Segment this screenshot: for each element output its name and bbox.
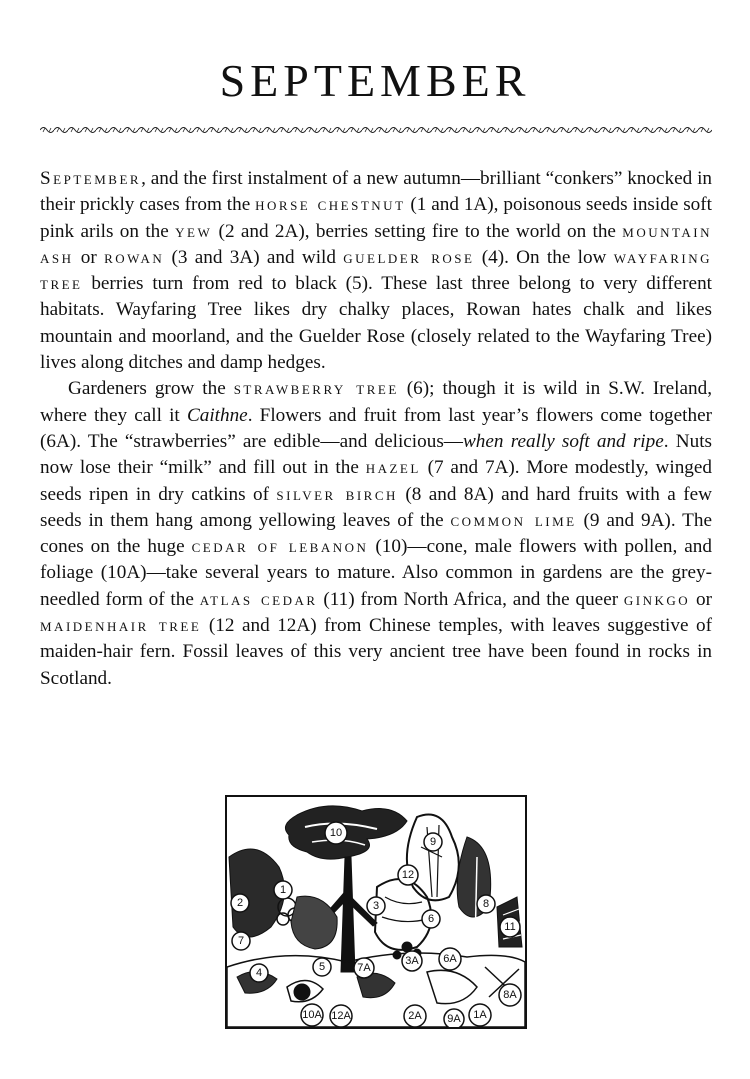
- text-run: (12 and 12A) from Chinese temples, with leaves suggestive of maiden-hair fern. Fossil leaves of this very ancient tree have been found in rocks in Scotland.: [40, 615, 712, 689]
- callout-label: 4: [255, 967, 263, 979]
- page-title: SEPTEMBER: [219, 55, 531, 106]
- species-name: guelder rose: [343, 246, 475, 268]
- text-run: or: [690, 588, 713, 610]
- text-run: or: [73, 246, 105, 268]
- callout-7: [232, 932, 250, 950]
- callout-label: 9A: [447, 1013, 461, 1025]
- text-run: (10)—cone, male flowers with pollen, and foliage (10A)—take several years to mature. Also common in gardens are the grey-needled form of the: [40, 536, 712, 610]
- callout-11: [500, 917, 520, 937]
- callout-6a: [439, 948, 461, 970]
- species-name: maidenhair tree: [40, 615, 202, 637]
- callout-1a: [469, 1004, 491, 1026]
- species-name: wayfaring tree: [40, 246, 713, 295]
- article-body: [40, 166, 712, 692]
- text-run: (3 and 3A) and wild: [164, 246, 344, 268]
- callout-8a: [499, 984, 521, 1006]
- text-run: (4). On the low: [474, 246, 614, 268]
- text-run: (8 and 8A) and hard fruits with a few seeds in them hang among yellowing leaves of the: [40, 483, 712, 531]
- species-name: silver birch: [276, 483, 398, 505]
- callout-label: 3: [372, 900, 380, 912]
- callout-6: [422, 910, 440, 928]
- callout-5: [313, 958, 331, 976]
- callout-label: 6: [427, 913, 435, 925]
- callout-label: 1: [279, 884, 287, 896]
- species-name: mountain ash: [40, 220, 713, 268]
- callout-10: [325, 822, 347, 844]
- text-run: (11) from North Africa, and the queer: [317, 588, 624, 610]
- paragraph-1: [40, 166, 712, 376]
- callout-label: 8: [482, 898, 490, 910]
- emphasis: when really soft and ripe: [462, 430, 664, 452]
- lead-word: September: [40, 168, 142, 189]
- callout-label: 10A: [302, 1009, 322, 1021]
- callout-label: 2: [236, 897, 244, 909]
- irish-name: Caithne: [186, 404, 248, 426]
- callout-label: 12A: [331, 1010, 351, 1022]
- callout-label: 6A: [443, 953, 457, 965]
- callout-3a: [402, 951, 422, 971]
- callout-4: [250, 964, 268, 982]
- text-run: Gardeners grow the: [68, 378, 234, 400]
- callout-9: [424, 833, 442, 851]
- species-name: rowan: [104, 246, 165, 268]
- text-run: (7 and 7A). More modestly, winged seeds ripen in dry catkins of: [40, 457, 712, 505]
- callout-3: [367, 897, 385, 915]
- text-run: , and the first instalment of a new autumn—brilliant “conkers” knocked in their prickly cases from the: [40, 168, 712, 216]
- text-run: (2 and 2A), berries setting fire to the world on the: [212, 220, 623, 242]
- callout-label: 7: [237, 935, 245, 947]
- callout-10a: [301, 1004, 323, 1026]
- callout-label: 1A: [473, 1009, 487, 1021]
- callout-7a: [354, 958, 374, 978]
- foliage-artwork: [227, 806, 525, 1027]
- callout-12a: [330, 1005, 352, 1027]
- ornament-divider: [40, 124, 712, 136]
- species-name: hazel: [365, 457, 421, 479]
- text-run: (6); though it is wild in S.W. Ireland, where they call it: [40, 378, 712, 426]
- illustration-drawing: [227, 797, 525, 1027]
- callout-12: [398, 865, 418, 885]
- callout-1: [274, 881, 292, 899]
- callout-label: 7A: [357, 962, 371, 974]
- text-run: (1 and 1A), poisonous seeds inside soft pink arils on the: [40, 194, 712, 242]
- callout-9a: [444, 1009, 464, 1027]
- callout-label: 11: [504, 921, 516, 933]
- text-run: . Nuts now lose their “milk” and fill out in the: [40, 430, 712, 479]
- text-run: (9 and 9A). The cones on the huge: [40, 509, 712, 558]
- text-run: . Flowers and fruit from last year’s flowers come together (6A). The “strawberries” are edible—and delicious—: [40, 404, 712, 452]
- callout-label: 8A: [503, 989, 517, 1001]
- species-name: yew: [175, 220, 213, 242]
- text-run: berries turn from red to black (5). These last three belong to very different habitats. Wayfaring Tree likes dry chalky places, Rowan hates chalk and likes mountain and moorland, and the Guelder Rose (closely related to the Wayfaring Tree) lives along ditches and damp hedges.: [40, 273, 712, 374]
- tree-illustration: [225, 795, 527, 1029]
- species-name: strawberry tree: [233, 378, 399, 400]
- species-name: ginkgo: [623, 588, 691, 610]
- callout-8: [477, 895, 495, 913]
- callout-label: 9: [429, 836, 437, 848]
- callout-label: 12: [401, 869, 415, 881]
- species-name: cedar of lebanon: [191, 536, 369, 558]
- callout-2a: [404, 1005, 426, 1027]
- species-name: horse chestnut: [255, 194, 406, 216]
- callout-label: 5: [318, 961, 326, 973]
- callout-label: 2A: [408, 1010, 422, 1022]
- paragraph-2: [40, 376, 712, 692]
- callout-label: 3A: [405, 955, 419, 967]
- species-name: common lime: [450, 509, 577, 531]
- callout-2: [231, 894, 249, 912]
- species-name: atlas cedar: [199, 588, 318, 610]
- callout-label: 10: [329, 827, 343, 839]
